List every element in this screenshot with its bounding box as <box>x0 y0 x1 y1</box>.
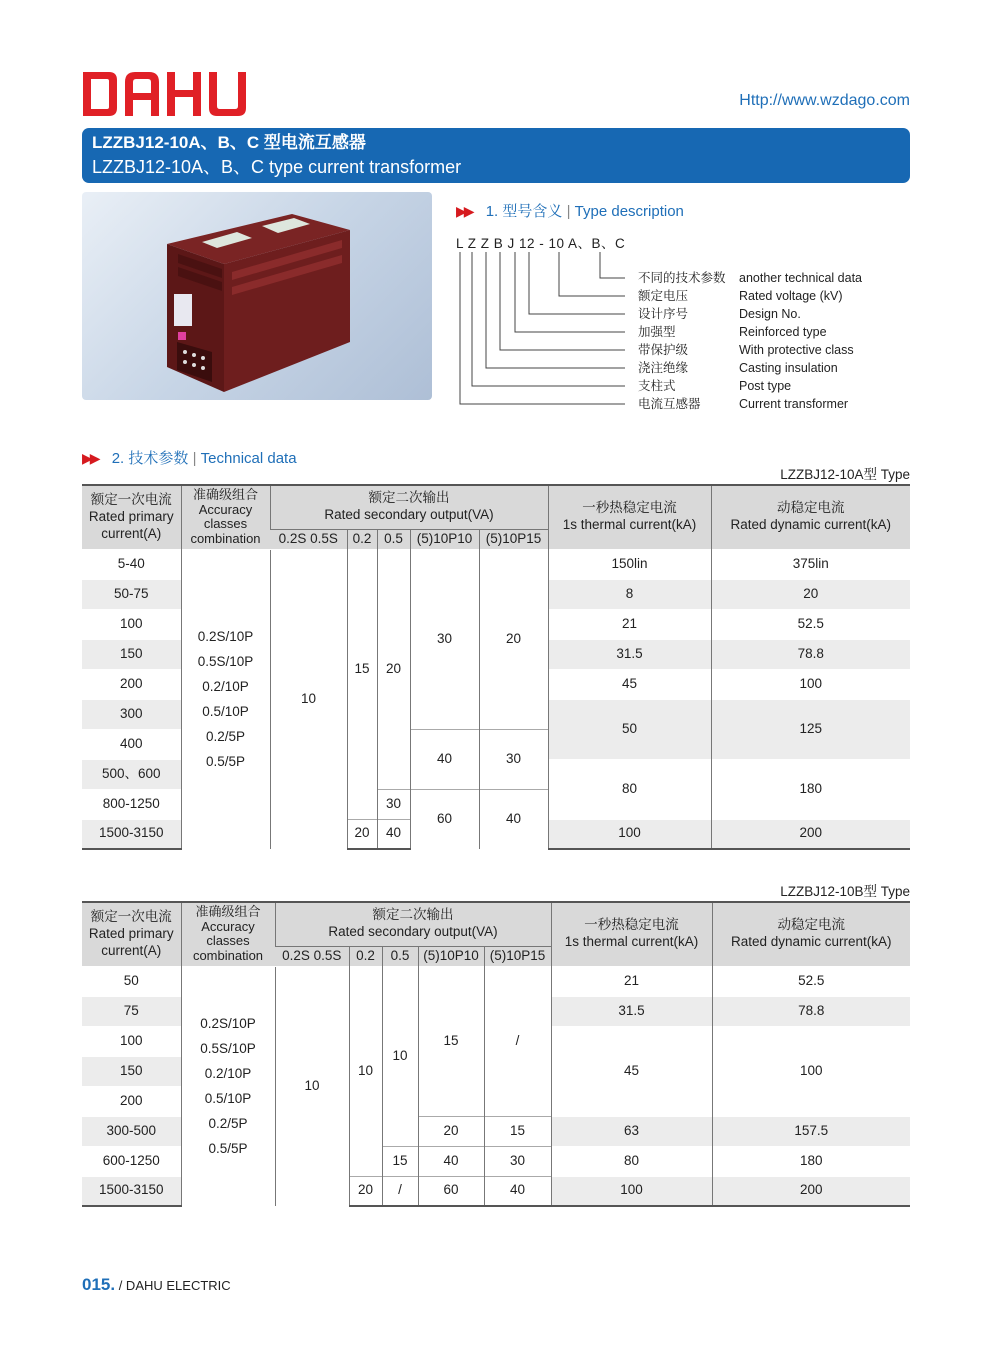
model-item-en: Design No. <box>739 307 801 321</box>
thermal-cell: 31.5 <box>548 639 711 669</box>
subheader-0.5: 0.5 <box>382 946 418 966</box>
thermal-cell: 100 <box>551 1176 712 1206</box>
primary-cell: 50-75 <box>82 579 181 609</box>
value-cell: 15 <box>382 1146 418 1176</box>
header-secondary-output: 额定二次输出 Rated secondary output(VA) <box>270 485 548 529</box>
thermal-cell: 45 <box>548 669 711 699</box>
website-link[interactable]: Http://www.wzdago.com <box>739 92 910 109</box>
footer-text: / DAHU ELECTRIC <box>115 1278 231 1293</box>
value-cell: 15 <box>484 1116 551 1146</box>
value-cell: 10 <box>270 549 347 849</box>
model-code-bracket-lines <box>455 248 645 413</box>
table-b-type-label: LZZBJ12-10B型 Type <box>780 884 910 899</box>
value-cell: 60 <box>418 1176 484 1206</box>
dynamic-cell: 100 <box>712 1026 910 1116</box>
primary-cell: 600-1250 <box>82 1146 181 1176</box>
value-cell: 20 <box>347 819 377 849</box>
value-cell: / <box>484 966 551 1116</box>
dynamic-cell: 100 <box>711 669 910 699</box>
dynamic-cell: 180 <box>711 759 910 819</box>
header-accuracy: 准确级组合 Accuracy classes combination <box>181 485 270 549</box>
thermal-cell: 21 <box>551 966 712 996</box>
model-item-cn: 支柱式 <box>638 379 676 393</box>
header-accuracy: 准确级组合 Accuracy classes combination <box>181 902 275 966</box>
dynamic-cell: 157.5 <box>712 1116 910 1146</box>
value-cell: 15 <box>347 549 377 789</box>
table-b <box>82 901 910 1207</box>
subheader-10p10: (5)10P10 <box>410 529 479 549</box>
header-thermal: 一秒热稳定电流 1s thermal current(kA) <box>548 485 711 549</box>
value-cell: 40 <box>418 1146 484 1176</box>
value-cell: 40 <box>410 729 479 789</box>
subheader-0.2s-0.5s: 0.2S 0.5S <box>275 946 349 966</box>
value-cell: 20 <box>377 549 410 789</box>
thermal-cell: 31.5 <box>551 996 712 1026</box>
accuracy-cell: 0.2S/10P 0.5S/10P 0.2/10P 0.5/10P 0.2/5P 0.5/5P <box>181 549 270 849</box>
dynamic-cell: 375lin <box>711 549 910 579</box>
primary-cell: 200 <box>82 669 181 699</box>
dynamic-cell: 78.8 <box>712 996 910 1026</box>
double-arrow-icon: ▶▶ <box>82 450 98 466</box>
thermal-cell: 80 <box>551 1146 712 1176</box>
accuracy-cell: 0.2S/10P 0.5S/10P 0.2/10P 0.5/10P 0.2/5P 0.5/5P <box>181 966 275 1206</box>
value-cell: 40 <box>484 1176 551 1206</box>
primary-cell: 300 <box>82 699 181 729</box>
subheader-10p15: (5)10P15 <box>484 946 551 966</box>
header-dynamic: 动稳定电流 Rated dynamic current(kA) <box>712 902 910 966</box>
dynamic-cell: 180 <box>712 1146 910 1176</box>
model-item-en: another technical data <box>739 271 863 285</box>
value-cell: 60 <box>410 789 479 849</box>
value-cell: 10 <box>275 966 349 1206</box>
dynamic-cell: 200 <box>711 819 910 849</box>
thermal-cell: 63 <box>551 1116 712 1146</box>
primary-cell: 300-500 <box>82 1116 181 1146</box>
primary-cell: 100 <box>82 1026 181 1056</box>
dynamic-cell: 20 <box>711 579 910 609</box>
product-photo <box>82 192 432 400</box>
section-technical-data: ▶▶ 2. 技术参数 | Technical data <box>82 450 297 467</box>
subheader-0.2: 0.2 <box>349 946 382 966</box>
subheader-10p15: (5)10P15 <box>479 529 548 549</box>
subheader-10p10: (5)10P10 <box>418 946 484 966</box>
model-item-cn: 额定电压 <box>638 289 689 303</box>
header-dynamic: 动稳定电流 Rated dynamic current(kA) <box>711 485 910 549</box>
subheader-0.2s-0.5s: 0.2S 0.5S <box>270 529 347 549</box>
page-footer <box>82 1275 231 1295</box>
thermal-cell: 8 <box>548 579 711 609</box>
primary-cell: 1500-3150 <box>82 819 181 849</box>
dynamic-cell: 78.8 <box>711 639 910 669</box>
thermal-cell: 100 <box>548 819 711 849</box>
primary-cell: 50 <box>82 966 181 996</box>
value-cell: 20 <box>418 1116 484 1146</box>
thermal-cell: 80 <box>548 759 711 819</box>
dynamic-cell: 125 <box>711 699 910 759</box>
dynamic-cell: 52.5 <box>712 966 910 996</box>
header-thermal: 一秒热稳定电流 1s thermal current(kA) <box>551 902 712 966</box>
thermal-cell: 50 <box>548 699 711 759</box>
section-type-description: ▶▶ 1. 型号含义 | Type description <box>456 203 684 220</box>
value-cell: 40 <box>479 789 548 849</box>
page-number: 015. <box>82 1275 116 1294</box>
model-item-cn: 设计序号 <box>638 307 689 321</box>
primary-cell: 75 <box>82 996 181 1026</box>
primary-cell: 200 <box>82 1086 181 1116</box>
dynamic-cell: 52.5 <box>711 609 910 639</box>
dynamic-cell: 200 <box>712 1176 910 1206</box>
model-item-en: Casting insulation <box>739 361 838 375</box>
table-a <box>82 484 910 850</box>
subheader-0.2: 0.2 <box>347 529 377 549</box>
value-cell: 10 <box>382 966 418 1146</box>
value-cell: 20 <box>349 1176 382 1206</box>
dahu-logo <box>83 72 253 116</box>
model-item-cn: 不同的技术参数 <box>638 271 726 285</box>
primary-cell: 5-40 <box>82 549 181 579</box>
model-item-cn: 带保护级 <box>638 343 689 357</box>
primary-cell: 100 <box>82 609 181 639</box>
value-cell: 15 <box>418 966 484 1116</box>
model-item-cn: 浇注绝缘 <box>638 361 689 375</box>
transformer-illustration <box>82 192 432 400</box>
value-cell: 30 <box>479 729 548 789</box>
value-cell: 30 <box>377 789 410 819</box>
value-cell: 20 <box>479 549 548 729</box>
value-cell: / <box>382 1176 418 1206</box>
model-item-en: With protective class <box>739 343 854 357</box>
primary-cell: 800-1250 <box>82 789 181 819</box>
model-item-en: Rated voltage (kV) <box>739 289 843 303</box>
value-cell: 10 <box>349 966 382 1176</box>
header-primary: 额定一次电流 Rated primary current(A) <box>82 902 181 966</box>
header-primary: 额定一次电流 Rated primary current(A) <box>82 485 181 549</box>
thermal-cell: 21 <box>548 609 711 639</box>
double-arrow-icon: ▶▶ <box>456 203 472 219</box>
model-item-cn: 电流互感器 <box>638 397 701 411</box>
table-a-type-label: LZZBJ12-10A型 Type <box>780 467 910 482</box>
value-cell: 30 <box>484 1146 551 1176</box>
value-cell: 30 <box>410 549 479 729</box>
model-code: L Z Z B J 12 - 10 A、B、C <box>456 236 626 251</box>
model-item-en: Current transformer <box>739 397 849 411</box>
thermal-cell: 45 <box>551 1026 712 1116</box>
value-cell <box>347 789 377 819</box>
model-item-en: Post type <box>739 379 792 393</box>
title-en: LZZBJ12-10A、B、C type current transformer <box>92 157 462 177</box>
header-secondary-output: 额定二次输出 Rated secondary output(VA) <box>275 902 551 946</box>
primary-cell: 150 <box>82 1056 181 1086</box>
primary-cell: 150 <box>82 639 181 669</box>
model-item-cn: 加强型 <box>638 325 676 339</box>
title-cn: LZZBJ12-10A、B、C 型电流互感器 <box>92 133 366 152</box>
thermal-cell: 150lin <box>548 549 711 579</box>
subheader-0.5: 0.5 <box>377 529 410 549</box>
primary-cell: 400 <box>82 729 181 759</box>
title-banner <box>82 128 910 183</box>
primary-cell: 500、600 <box>82 759 181 789</box>
value-cell: 40 <box>377 819 410 849</box>
model-item-en: Reinforced type <box>739 325 827 339</box>
primary-cell: 1500-3150 <box>82 1176 181 1206</box>
